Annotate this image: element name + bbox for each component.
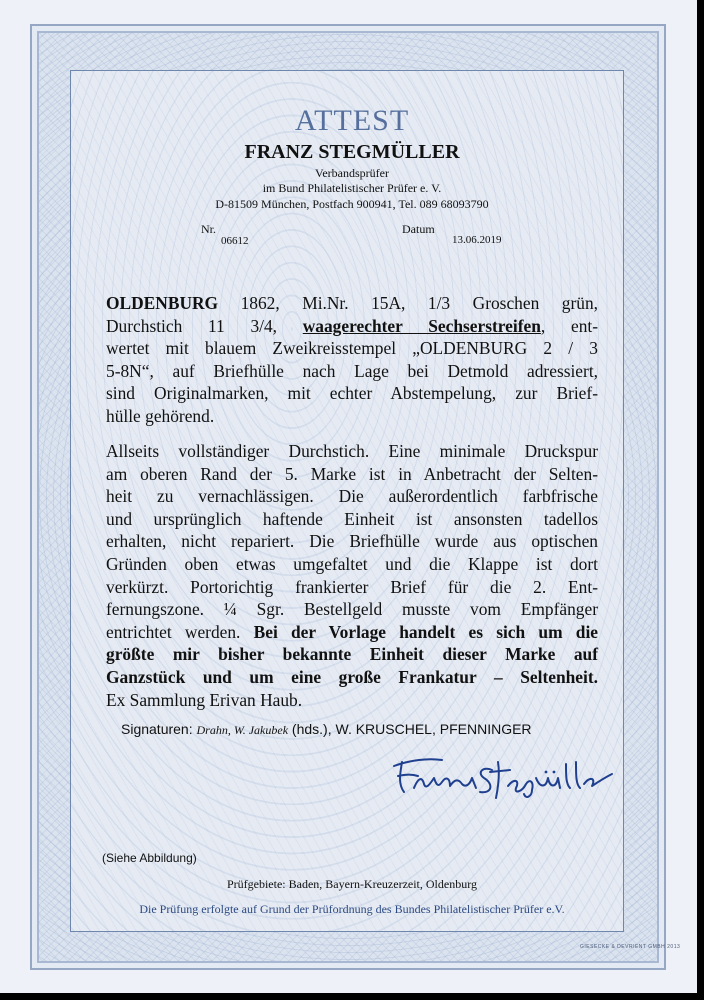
text-line bbox=[106, 621, 598, 644]
signatures-label: Signaturen: bbox=[121, 721, 197, 737]
condition-paragraph bbox=[106, 440, 598, 711]
stamp-description-paragraph bbox=[106, 292, 598, 428]
text-line bbox=[106, 643, 598, 666]
text-line: wertet mit blauem Zweikreisstempel „OLDENBURG 2 / 3 bbox=[106, 338, 598, 359]
text-span: , ent- bbox=[540, 315, 599, 336]
text-line: sind Originalmarken, mit echter Abstempelung, zur Brief- bbox=[106, 383, 598, 404]
certificate-number-label: Nr. bbox=[201, 222, 216, 236]
text-line: Gründen oben etwas umgefaltet und die Klappe ist dort bbox=[106, 553, 598, 574]
text-line: erhalten, nicht repariert. Die Briefhülle wurde aus optischen bbox=[106, 531, 598, 552]
text-line: Allseits vollständiger Durchstich. Eine minimale Druckspur bbox=[106, 441, 598, 461]
strip-description: waagerechter Sechserstreifen bbox=[302, 315, 541, 336]
text-line: verkürzt. Portorichtig frankierter Brief für die 2. Ent- bbox=[106, 576, 598, 597]
rarity-statement: Bei der Vorlage handelt es sich um die bbox=[253, 621, 598, 642]
text-line: am oberen Rand der 5. Marke ist in Anbetracht der Selten- bbox=[106, 463, 598, 484]
text-line: fernungszone. ¼ Sgr. Bestellgeld musste vom Empfänger bbox=[106, 599, 598, 620]
text-line: heit zu vernachlässigen. Die außerordentlich farbfrische bbox=[106, 486, 598, 507]
attest-title: ATTEST bbox=[294, 104, 410, 137]
text-span: entrichtet werden. bbox=[106, 621, 254, 642]
rarity-statement: Ganzstück und um eine große Frankatur – Seltenheit. bbox=[106, 666, 598, 687]
examiner-address: D-81509 München, Postfach 900941, Tel. 089 68093790 bbox=[215, 197, 489, 211]
text-span: Durchstich 11 3/4, bbox=[106, 315, 303, 336]
country-name: OLDENBURG bbox=[106, 293, 219, 313]
footer-note: Die Prüfung erfolgte auf Grund der Prüfordnung des Bundes Philatelistischer Prüfer e.V. bbox=[139, 902, 565, 916]
certificate-date: 13.06.2019 bbox=[452, 234, 502, 246]
examiner-role: Verbandsprüfer bbox=[315, 166, 389, 180]
printer-copyright: GIESECKE & DEVRIENT GMBH 2013 bbox=[580, 944, 681, 950]
signatures-list: (hds.), W. KRUSCHEL, PFENNINGER bbox=[288, 721, 532, 737]
text-line: und ursprünglich haftende Einheit ist ansonsten tadellos bbox=[106, 508, 598, 529]
examination-areas: Prüfgebiete: Baden, Bayern-Kreuzerzeit, Oldenburg bbox=[226, 877, 477, 891]
text-line bbox=[106, 315, 598, 338]
illustration-note: (Siehe Abbildung) bbox=[102, 851, 197, 865]
text-line bbox=[106, 666, 598, 689]
text-span: 1862, Mi.Nr. 15A, 1/3 Groschen grün, bbox=[218, 293, 598, 313]
text-line: hülle gehörend. bbox=[106, 405, 215, 426]
examiner-signature bbox=[380, 748, 620, 806]
text-line: Ex Sammlung Erivan Haub. bbox=[106, 689, 303, 710]
examiner-name: FRANZ STEGMÜLLER bbox=[244, 141, 460, 163]
text-line: 5-8N“, auf Briefhülle nach Lage bei Detmold adressiert, bbox=[106, 360, 598, 381]
signatures-line bbox=[121, 721, 591, 738]
text-line bbox=[106, 292, 598, 315]
certificate-number: 06612 bbox=[221, 235, 249, 247]
rarity-statement: größte mir bisher bekannte Einheit dieser Marke auf bbox=[106, 644, 598, 665]
examiner-association: im Bund Philatelistischer Prüfer e. V. bbox=[262, 181, 442, 195]
date-label: Datum bbox=[402, 222, 435, 236]
handwritten-signatures: Drahn, W. Jakubek bbox=[196, 723, 289, 737]
